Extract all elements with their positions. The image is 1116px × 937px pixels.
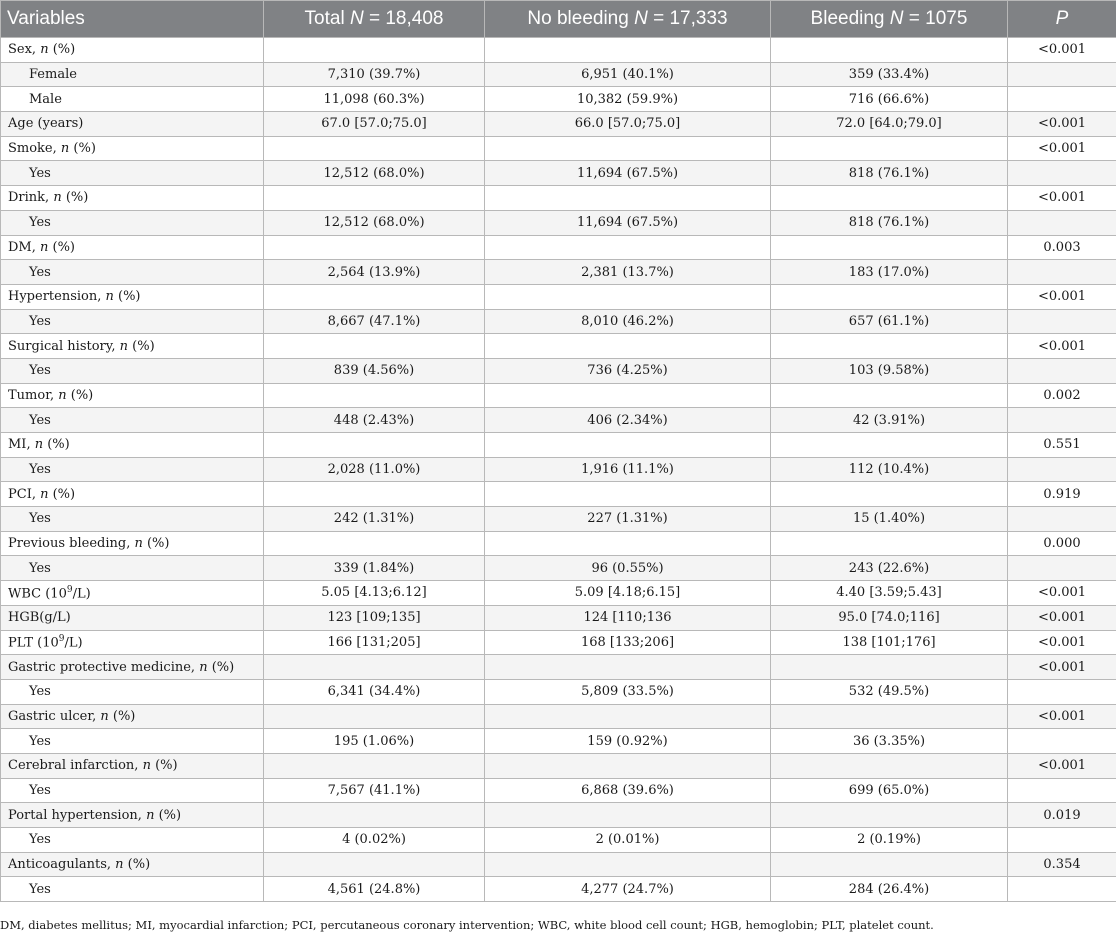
cell-total: 2,564 (13.9%) [264, 260, 485, 285]
table-footnote: DM, diabetes mellitus; MI, myocardial infarction; PCI, percutaneous coronary intervention; WBC, white blood cell count; HGB, hemoglobin; PLT, platelet count. [0, 918, 934, 932]
cell-bleeding [771, 235, 1008, 260]
row-label-text: PCI, [8, 486, 41, 502]
cell-p-value [1008, 210, 1116, 235]
table-row [1, 531, 1116, 556]
row-label-n: n [105, 289, 114, 305]
row-label-text: Yes [29, 511, 51, 527]
cell-p-value: <0.001 [1008, 38, 1116, 63]
cell-no-bleeding: 10,382 (59.9%) [485, 87, 771, 112]
row-label [1, 729, 264, 754]
row-label-unit: (%) [61, 190, 89, 206]
row-label-text: Anticoagulants, [8, 857, 116, 873]
cell-bleeding: 112 (10.4%) [771, 457, 1008, 482]
cell-total [264, 284, 485, 309]
row-label-unit: (%) [113, 289, 141, 305]
cell-bleeding: 103 (9.58%) [771, 358, 1008, 383]
row-label [1, 87, 264, 112]
cell-bleeding: 183 (17.0%) [771, 260, 1008, 285]
cell-total: 4 (0.02%) [264, 828, 485, 853]
table-row [1, 112, 1116, 137]
row-label [1, 507, 264, 532]
row-label [1, 803, 264, 828]
cell-total: 12,512 (68.0%) [264, 161, 485, 186]
cell-bleeding [771, 433, 1008, 458]
row-label-n: n [142, 758, 151, 774]
row-label [1, 556, 264, 581]
cell-no-bleeding: 124 [110;136 [485, 605, 771, 630]
row-label-text: Yes [29, 560, 51, 576]
cell-bleeding: 4.40 [3.59;5.43] [771, 581, 1008, 606]
cell-p-value: 0.019 [1008, 803, 1116, 828]
table-row [1, 581, 1116, 606]
cell-no-bleeding [485, 433, 771, 458]
cell-total: 448 (2.43%) [264, 408, 485, 433]
row-label [1, 433, 264, 458]
cell-no-bleeding [485, 383, 771, 408]
cell-no-bleeding [485, 753, 771, 778]
row-label-text: Gastric protective medicine, [8, 659, 200, 675]
row-label [1, 235, 264, 260]
cell-bleeding: 359 (33.4%) [771, 62, 1008, 87]
table-row [1, 408, 1116, 433]
cell-no-bleeding: 11,694 (67.5%) [485, 210, 771, 235]
cell-total: 2,028 (11.0%) [264, 457, 485, 482]
row-label-text: Tumor, [8, 387, 59, 403]
header-bleed-prefix: Bleeding [810, 8, 890, 29]
table-row [1, 852, 1116, 877]
header-bleeding [771, 1, 1008, 38]
row-label-text: Hypertension, [8, 289, 106, 305]
table-row [1, 482, 1116, 507]
row-label-text: Yes [29, 832, 51, 848]
row-label [1, 531, 264, 556]
cell-p-value: <0.001 [1008, 136, 1116, 161]
header-total [264, 1, 485, 38]
header-nobleed-value: = 17,333 [647, 8, 728, 29]
cell-no-bleeding [485, 334, 771, 359]
cell-p-value: 0.003 [1008, 235, 1116, 260]
row-label [1, 679, 264, 704]
cell-bleeding [771, 753, 1008, 778]
row-label-unit: (%) [66, 387, 94, 403]
table-row [1, 186, 1116, 211]
row-label [1, 62, 264, 87]
row-label-text: DM, [8, 239, 40, 255]
cell-no-bleeding: 6,868 (39.6%) [485, 778, 771, 803]
cell-bleeding [771, 803, 1008, 828]
row-label-unit: (%) [150, 758, 178, 774]
cell-p-value: 0.000 [1008, 531, 1116, 556]
cell-bleeding: 95.0 [74.0;116] [771, 605, 1008, 630]
row-label-text: Age (years) [8, 116, 84, 132]
row-label-n: n [60, 141, 70, 157]
row-label [1, 704, 264, 729]
header-nobleed-n: N [634, 8, 648, 29]
cell-p-value: <0.001 [1008, 112, 1116, 137]
header-variables: Variables [1, 1, 264, 38]
cell-p-value: <0.001 [1008, 605, 1116, 630]
header-nobleed-prefix: No bleeding [527, 8, 635, 29]
row-label [1, 186, 264, 211]
row-label-text: Drink, [8, 190, 54, 206]
cell-total: 4,561 (24.8%) [264, 877, 485, 902]
cell-p-value [1008, 358, 1116, 383]
cell-p-value [1008, 309, 1116, 334]
row-label [1, 877, 264, 902]
cell-bleeding: 699 (65.0%) [771, 778, 1008, 803]
table-row [1, 778, 1116, 803]
row-label [1, 358, 264, 383]
cell-total [264, 38, 485, 63]
cell-no-bleeding: 159 (0.92%) [485, 729, 771, 754]
row-label-superscript: 9 [58, 634, 65, 645]
row-label-unit: (%) [108, 708, 136, 724]
cell-p-value [1008, 556, 1116, 581]
cell-p-value [1008, 457, 1116, 482]
cell-bleeding [771, 38, 1008, 63]
cell-no-bleeding: 2,381 (13.7%) [485, 260, 771, 285]
header-total-n: N [349, 8, 364, 29]
row-label-text: Yes [29, 782, 51, 798]
cell-p-value: <0.001 [1008, 655, 1116, 680]
row-label-text: Yes [29, 684, 51, 700]
row-label-unit: /L) [72, 586, 91, 602]
cell-total: 339 (1.84%) [264, 556, 485, 581]
cell-total: 6,341 (34.4%) [264, 679, 485, 704]
table-row [1, 457, 1116, 482]
table-row [1, 383, 1116, 408]
row-label-text: PLT (10 [8, 635, 59, 651]
cell-p-value: <0.001 [1008, 186, 1116, 211]
table-row [1, 358, 1116, 383]
row-label-n: n [115, 857, 124, 873]
cell-no-bleeding: 736 (4.25%) [485, 358, 771, 383]
cell-p-value [1008, 62, 1116, 87]
cell-bleeding [771, 186, 1008, 211]
cell-bleeding: 243 (22.6%) [771, 556, 1008, 581]
cell-total: 242 (1.31%) [264, 507, 485, 532]
row-label-n: n [40, 239, 49, 255]
row-label-n: n [146, 807, 155, 823]
cell-total [264, 852, 485, 877]
row-label [1, 260, 264, 285]
cell-total: 839 (4.56%) [264, 358, 485, 383]
table-row [1, 161, 1116, 186]
table-row [1, 284, 1116, 309]
cell-total [264, 655, 485, 680]
row-label-text: Yes [29, 215, 51, 231]
header-no-bleeding [485, 1, 771, 38]
row-label [1, 753, 264, 778]
row-label [1, 161, 264, 186]
table-body [1, 38, 1116, 902]
cell-bleeding: 2 (0.19%) [771, 828, 1008, 853]
row-label [1, 38, 264, 63]
cell-total [264, 433, 485, 458]
cell-bleeding [771, 704, 1008, 729]
header-total-value: = 18,408 [363, 8, 444, 29]
row-label-n: n [40, 42, 49, 58]
table-row [1, 803, 1116, 828]
cell-bleeding [771, 482, 1008, 507]
cell-p-value: 0.551 [1008, 433, 1116, 458]
row-label [1, 457, 264, 482]
row-label [1, 655, 264, 680]
table-row [1, 507, 1116, 532]
cell-no-bleeding: 11,694 (67.5%) [485, 161, 771, 186]
cell-p-value: 0.919 [1008, 482, 1116, 507]
row-label-text: Yes [29, 363, 51, 379]
table-row [1, 729, 1116, 754]
cell-p-value: <0.001 [1008, 284, 1116, 309]
cell-p-value [1008, 408, 1116, 433]
cell-no-bleeding: 168 [133;206] [485, 630, 771, 655]
cell-total [264, 803, 485, 828]
table-row [1, 334, 1116, 359]
cell-p-value [1008, 729, 1116, 754]
row-label-unit: (%) [48, 486, 76, 502]
row-label-unit: (%) [48, 239, 76, 255]
row-label-n: n [58, 387, 67, 403]
table-row [1, 556, 1116, 581]
cell-no-bleeding [485, 235, 771, 260]
row-label-n: n [53, 190, 62, 206]
row-label-text: Yes [29, 264, 51, 280]
cell-bleeding: 42 (3.91%) [771, 408, 1008, 433]
row-label-text: Cerebral infarction, [8, 758, 143, 774]
row-label-text: Female [29, 67, 77, 83]
row-label-unit: (%) [154, 807, 182, 823]
cell-p-value: <0.001 [1008, 630, 1116, 655]
cell-total: 8,667 (47.1%) [264, 309, 485, 334]
cell-p-value [1008, 161, 1116, 186]
table-row [1, 605, 1116, 630]
row-label-text: Yes [29, 881, 51, 897]
table-row [1, 630, 1116, 655]
cell-no-bleeding [485, 136, 771, 161]
row-label [1, 778, 264, 803]
row-label-text: Yes [29, 733, 51, 749]
cell-total [264, 482, 485, 507]
cell-p-value: <0.001 [1008, 334, 1116, 359]
row-label-text: Male [29, 91, 62, 107]
row-label-text: Surgical history, [8, 338, 120, 354]
header-total-prefix: Total [304, 8, 350, 29]
cell-no-bleeding [485, 38, 771, 63]
row-label-text: Previous bleeding, [8, 536, 135, 552]
cell-bleeding: 36 (3.35%) [771, 729, 1008, 754]
cell-total: 7,310 (39.7%) [264, 62, 485, 87]
cell-no-bleeding: 1,916 (11.1%) [485, 457, 771, 482]
cell-total: 166 [131;205] [264, 630, 485, 655]
cell-total [264, 383, 485, 408]
row-label-text: Yes [29, 412, 51, 428]
cell-total [264, 136, 485, 161]
row-label-n: n [134, 536, 143, 552]
row-label-superscript: 9 [66, 584, 73, 595]
table-row [1, 704, 1116, 729]
row-label-n: n [199, 659, 208, 675]
cell-p-value [1008, 507, 1116, 532]
cell-total [264, 753, 485, 778]
cell-no-bleeding: 6,951 (40.1%) [485, 62, 771, 87]
cell-no-bleeding: 66.0 [57.0;75.0] [485, 112, 771, 137]
row-label [1, 383, 264, 408]
cell-total: 11,098 (60.3%) [264, 87, 485, 112]
cell-total [264, 704, 485, 729]
cell-bleeding: 72.0 [64.0;79.0] [771, 112, 1008, 137]
row-label-unit: (%) [207, 659, 235, 675]
table-row [1, 87, 1116, 112]
cell-bleeding [771, 334, 1008, 359]
cell-p-value [1008, 679, 1116, 704]
header-bleed-n: N [889, 8, 904, 29]
cell-total [264, 334, 485, 359]
table-row [1, 235, 1116, 260]
row-label [1, 136, 264, 161]
cell-p-value: <0.001 [1008, 581, 1116, 606]
row-label-n: n [34, 437, 44, 453]
row-label [1, 828, 264, 853]
row-label-text: MI, [8, 437, 35, 453]
row-label [1, 408, 264, 433]
cell-bleeding [771, 531, 1008, 556]
cell-no-bleeding: 406 (2.34%) [485, 408, 771, 433]
cell-bleeding: 532 (49.5%) [771, 679, 1008, 704]
cell-no-bleeding [485, 284, 771, 309]
cell-total [264, 186, 485, 211]
table-row [1, 679, 1116, 704]
row-label-text: Smoke, [8, 141, 61, 157]
row-label [1, 581, 264, 606]
row-label [1, 605, 264, 630]
cell-total [264, 235, 485, 260]
cell-bleeding: 284 (26.4%) [771, 877, 1008, 902]
header-p-value: P [1008, 1, 1116, 38]
table-row [1, 877, 1116, 902]
cell-p-value: <0.001 [1008, 704, 1116, 729]
cell-bleeding: 818 (76.1%) [771, 161, 1008, 186]
cell-bleeding: 138 [101;176] [771, 630, 1008, 655]
cell-bleeding [771, 136, 1008, 161]
row-label-unit: /L) [64, 635, 83, 651]
cell-p-value [1008, 778, 1116, 803]
cell-no-bleeding: 5.09 [4.18;6.15] [485, 581, 771, 606]
table-row [1, 433, 1116, 458]
cell-no-bleeding [485, 186, 771, 211]
cell-no-bleeding [485, 482, 771, 507]
row-label-unit: (%) [69, 141, 96, 157]
cell-no-bleeding [485, 803, 771, 828]
table-row [1, 753, 1116, 778]
cell-p-value [1008, 828, 1116, 853]
cell-bleeding [771, 852, 1008, 877]
cell-no-bleeding: 4,277 (24.7%) [485, 877, 771, 902]
cell-total: 7,567 (41.1%) [264, 778, 485, 803]
cell-no-bleeding [485, 531, 771, 556]
cell-bleeding [771, 655, 1008, 680]
cell-p-value [1008, 260, 1116, 285]
cell-bleeding [771, 383, 1008, 408]
cell-no-bleeding [485, 704, 771, 729]
row-label [1, 284, 264, 309]
row-label-unit: (%) [142, 536, 170, 552]
row-label [1, 309, 264, 334]
cell-no-bleeding [485, 655, 771, 680]
header-bleed-value: = 1075 [903, 8, 968, 29]
table-row [1, 828, 1116, 853]
row-label-n: n [119, 338, 129, 354]
row-label-text: Sex, [8, 42, 41, 58]
cell-no-bleeding: 5,809 (33.5%) [485, 679, 771, 704]
row-label-text: Portal hypertension, [8, 807, 147, 823]
cell-no-bleeding: 8,010 (46.2%) [485, 309, 771, 334]
header-row [1, 1, 1116, 38]
cell-bleeding: 657 (61.1%) [771, 309, 1008, 334]
table-row [1, 210, 1116, 235]
row-label-unit: (%) [48, 42, 76, 58]
row-label-unit: (%) [123, 857, 151, 873]
row-label [1, 112, 264, 137]
row-label-text: Gastric ulcer, [8, 708, 101, 724]
row-label-unit: (%) [128, 338, 155, 354]
cell-bleeding: 818 (76.1%) [771, 210, 1008, 235]
row-label-text: WBC (10 [8, 586, 67, 602]
row-label [1, 482, 264, 507]
cell-total: 67.0 [57.0;75.0] [264, 112, 485, 137]
cell-bleeding: 15 (1.40%) [771, 507, 1008, 532]
row-label-unit: (%) [43, 437, 70, 453]
row-label-text: Yes [29, 313, 51, 329]
row-label-text: Yes [29, 165, 51, 181]
cell-p-value [1008, 877, 1116, 902]
table-row [1, 62, 1116, 87]
row-label-n: n [100, 708, 109, 724]
cell-total: 5.05 [4.13;6.12] [264, 581, 485, 606]
cell-no-bleeding: 2 (0.01%) [485, 828, 771, 853]
table-row [1, 38, 1116, 63]
cell-bleeding [771, 284, 1008, 309]
cell-total [264, 531, 485, 556]
cell-no-bleeding [485, 852, 771, 877]
row-label-text: Yes [29, 462, 51, 478]
table-row [1, 136, 1116, 161]
table-row [1, 309, 1116, 334]
row-label [1, 630, 264, 655]
cell-p-value: <0.001 [1008, 753, 1116, 778]
row-label [1, 210, 264, 235]
cell-no-bleeding: 227 (1.31%) [485, 507, 771, 532]
row-label [1, 852, 264, 877]
row-label [1, 334, 264, 359]
cell-p-value: 0.002 [1008, 383, 1116, 408]
table-header [1, 1, 1116, 38]
table-row [1, 655, 1116, 680]
cell-total: 12,512 (68.0%) [264, 210, 485, 235]
row-label-n: n [40, 486, 49, 502]
cell-total: 195 (1.06%) [264, 729, 485, 754]
table-row [1, 260, 1116, 285]
cell-total: 123 [109;135] [264, 605, 485, 630]
cell-p-value [1008, 87, 1116, 112]
cell-p-value: 0.354 [1008, 852, 1116, 877]
cell-no-bleeding: 96 (0.55%) [485, 556, 771, 581]
row-label-text: HGB(g/L) [8, 610, 71, 626]
cell-bleeding: 716 (66.6%) [771, 87, 1008, 112]
